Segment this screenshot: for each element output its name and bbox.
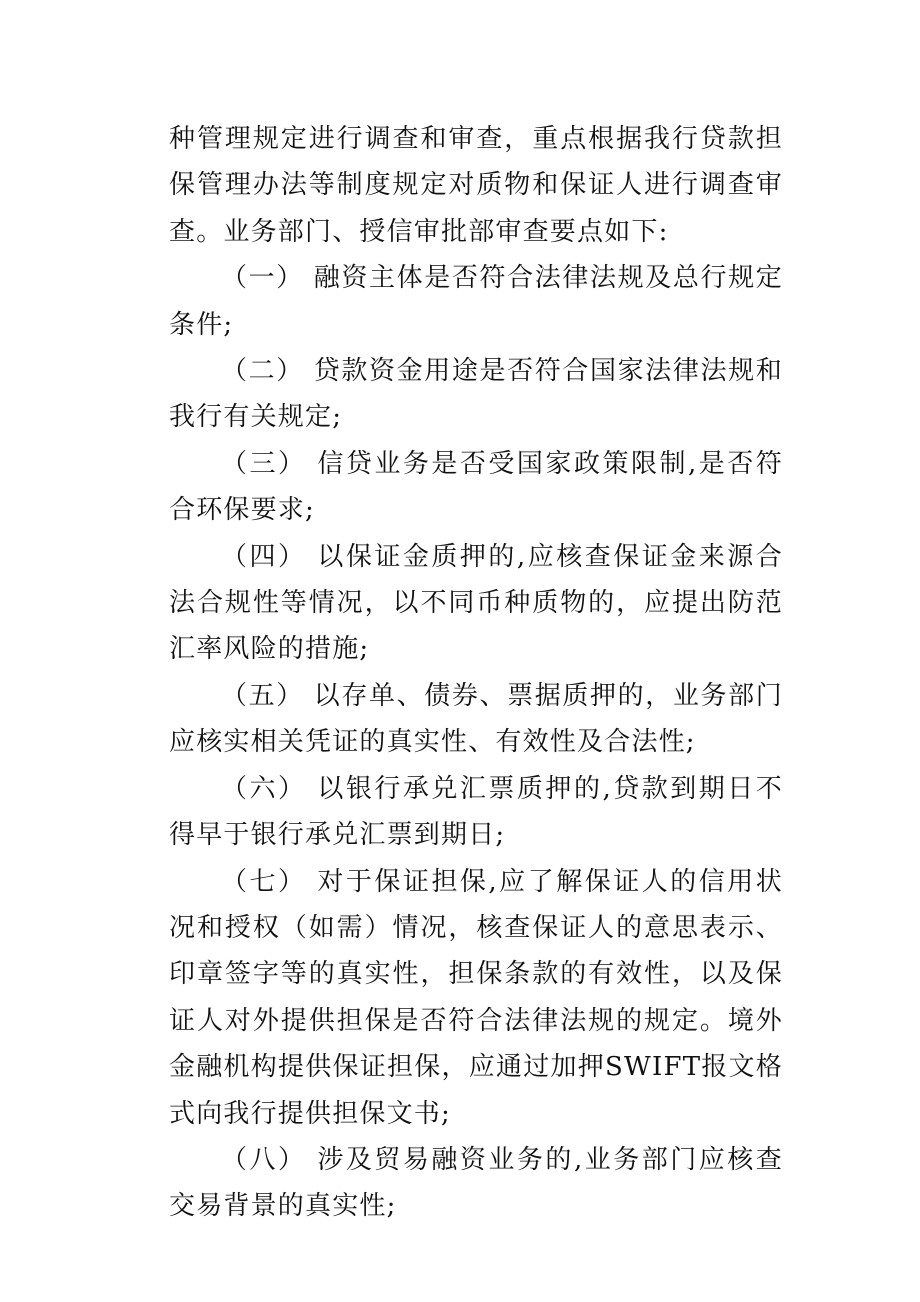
paragraph-intro: 种管理规定进行调查和审查，重点根据我行贷款担保管理办法等制度规定对质物和保证人进行调查审查。业务部门、授信审批部审查要点如下: [169, 124, 783, 247]
list-item-3: （三） 信贷业务是否受国家政策限制,是否符合环保要求; [169, 448, 783, 526]
list-item-5: （五） 以存单、债券、票据质押的，业务部门应核实相关凭证的真实性、有效性及合法性; [169, 680, 783, 758]
document-body [169, 116, 783, 1230]
list-item-7: （七） 对于保证担保,应了解保证人的信用状况和授权（如需）情况，核查保证人的意思表示、印章签字等的真实性，担保条款的有效性，以及保证人对外提供担保是否符合法律法规的规定。境外金融机构提供保证担保，应通过加押SWIFT报文格式向我行提供担保文书; [169, 866, 783, 1129]
list-item-2: （二） 贷款资金用途是否符合国家法律法规和我行有关规定; [169, 356, 783, 433]
list-item-1: （一） 融资主体是否符合法律法规及总行规定条件; [169, 263, 783, 340]
list-item-8: （八） 涉及贸易融资业务的,业务部门应核查交易背景的真实性; [169, 1144, 783, 1222]
list-item-4: （四） 以保证金质押的,应核查保证金来源合法合规性等情况，以不同币种质物的，应提出防范汇率风险的措施; [169, 541, 783, 665]
list-item-6: （六） 以银行承兑汇票质押的,贷款到期日不得早于银行承兑汇票到期日; [169, 773, 783, 851]
